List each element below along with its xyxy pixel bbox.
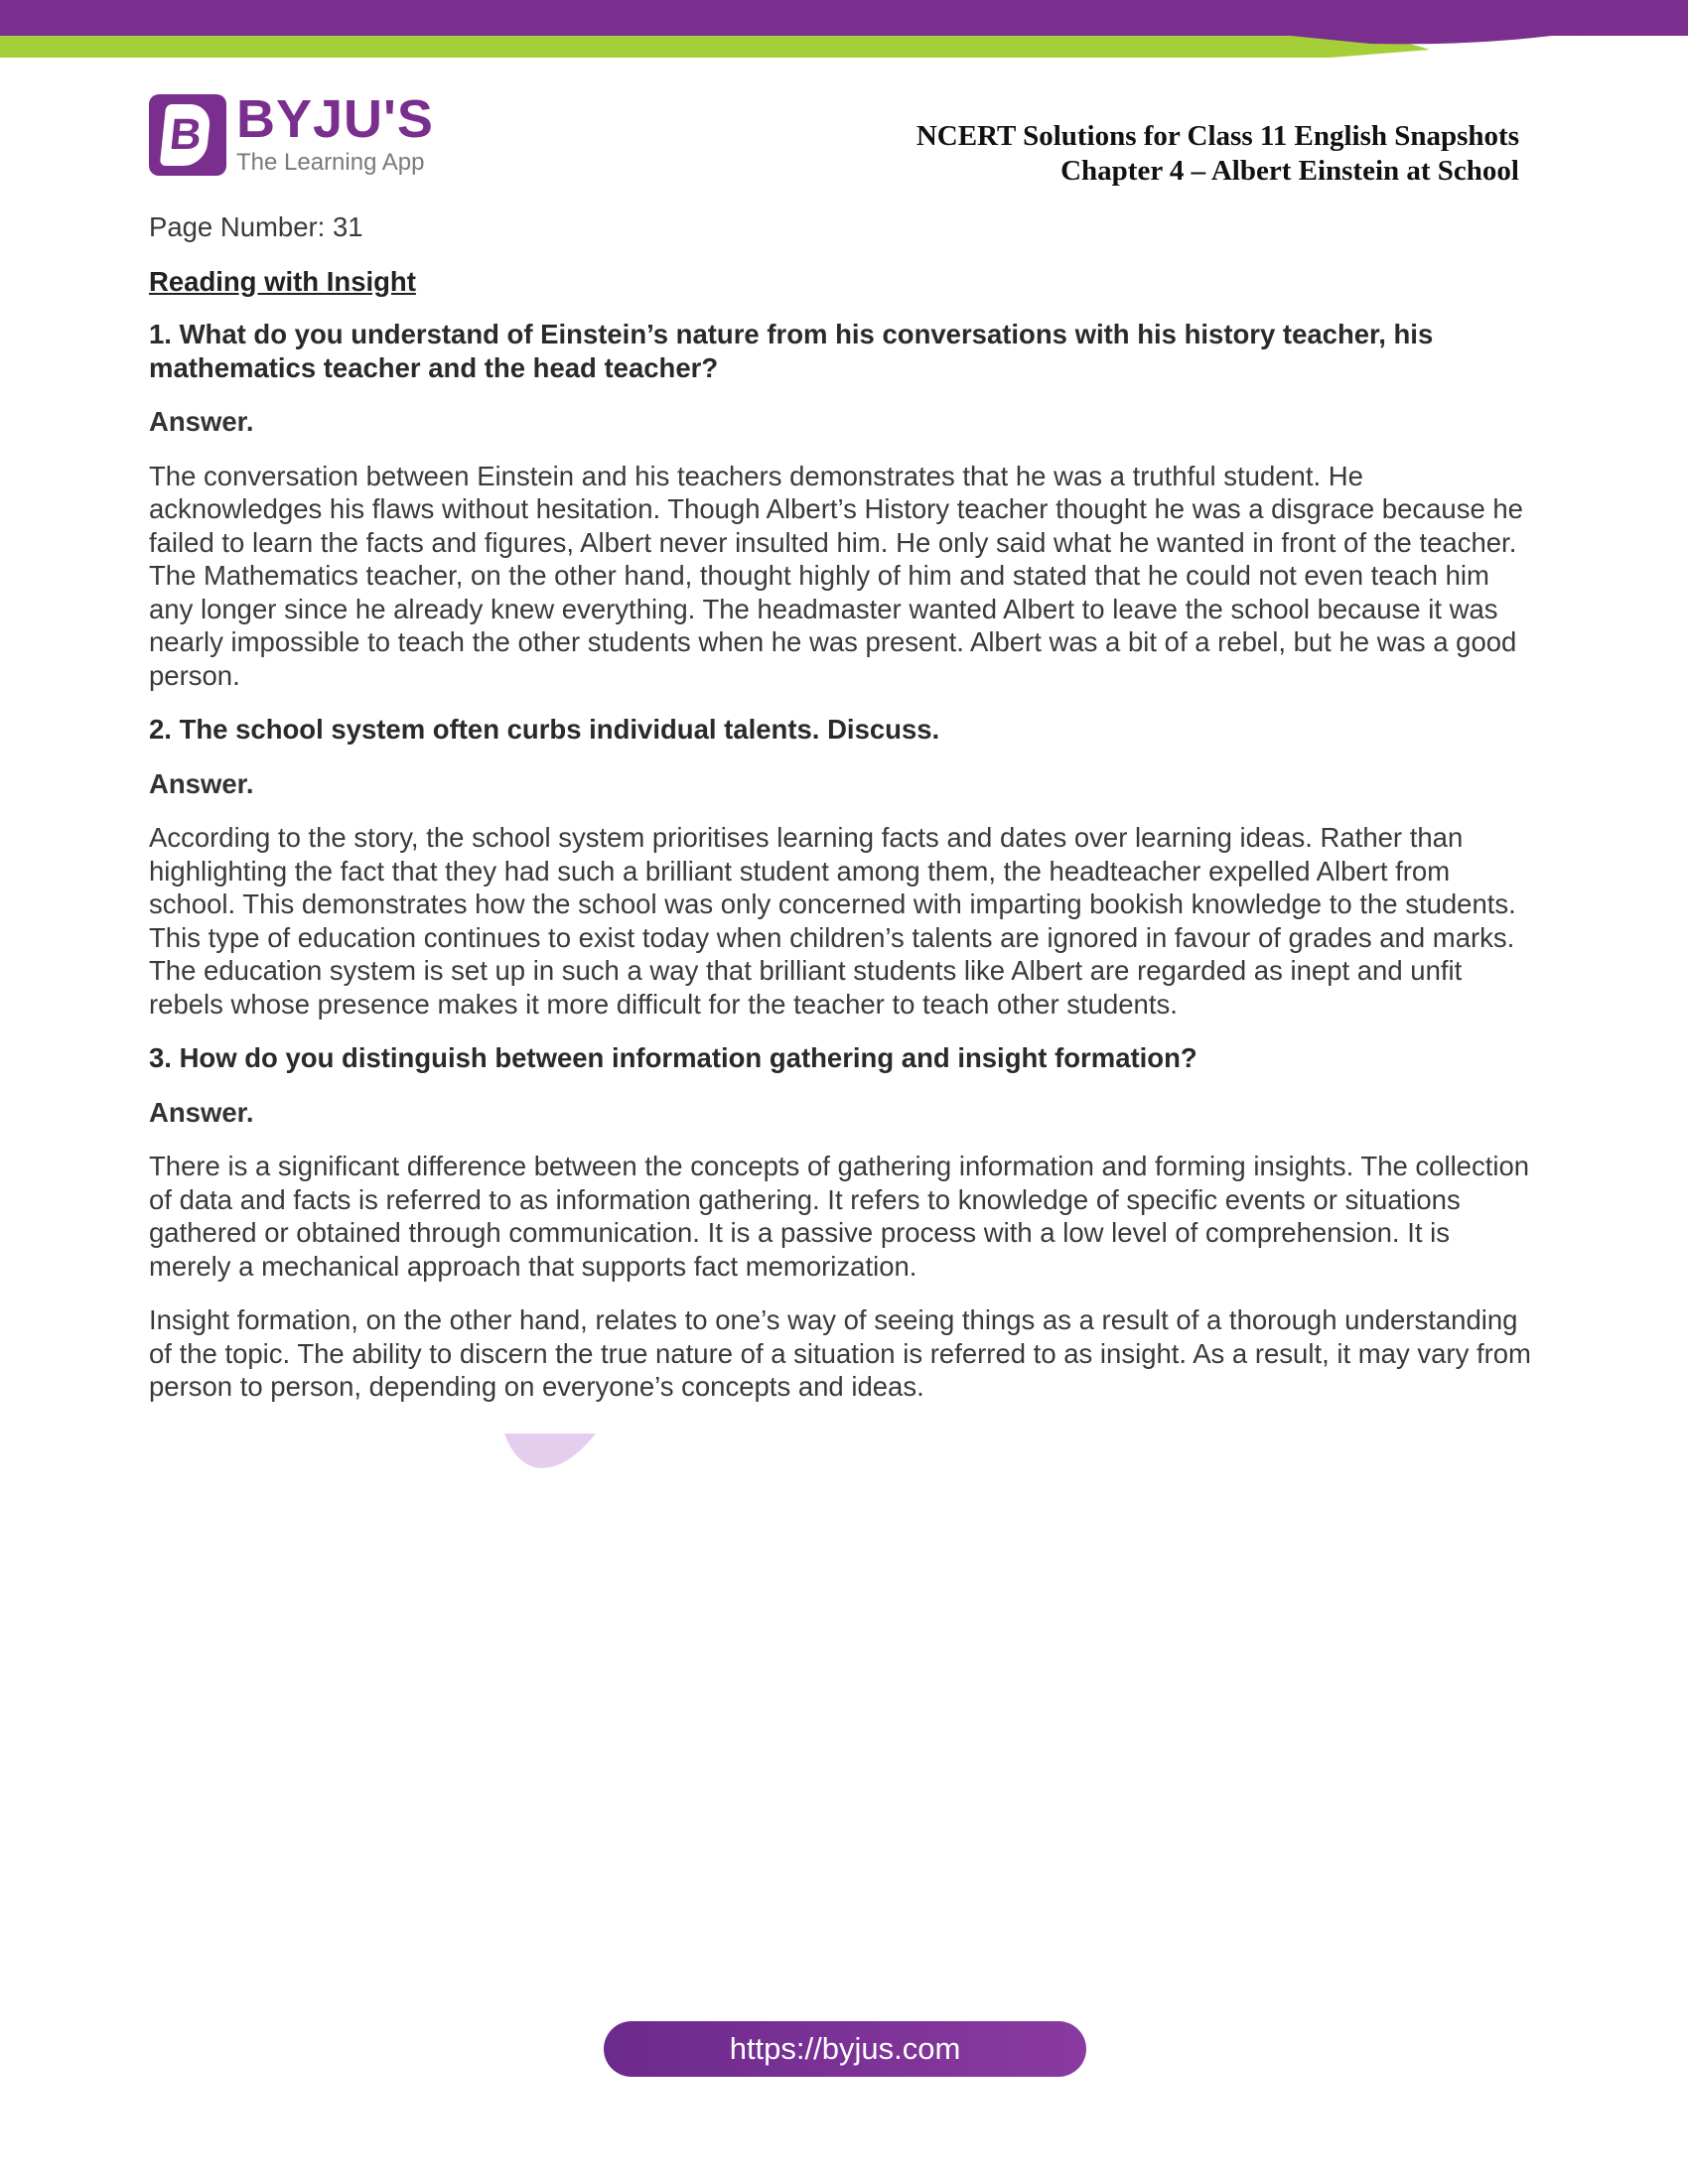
banner-green-stripe: [0, 36, 1430, 58]
byjus-logo-mark-icon: [149, 94, 226, 176]
page-header: [149, 89, 1519, 187]
document-title-line2: Chapter 4 – Albert Einstein at School: [1060, 155, 1519, 187]
question-1: 1. What do you understand of Einstein’s nature from his conversations with his history teacher, his mathematics teacher and the head teacher?: [149, 319, 1434, 383]
answer-3-text-paragraph-2: Insight formation, on the other hand, relates to one’s way of seeing things as a result of a thorough understanding of the topic. The ability to discern the true nature of a situation is referred to as insight. As a result, it may vary from person to person, depending on everyone’s concepts and ideas.: [149, 1304, 1531, 1402]
document-title: [916, 119, 1519, 189]
answer-1-label: Answer.: [149, 406, 254, 437]
document-title-line1: NCERT Solutions for Class 11 English Snapshots: [915, 120, 1519, 152]
section-heading: Reading with Insight: [149, 265, 416, 297]
logo-text: [236, 89, 434, 178]
logo-mark-letter: B: [160, 104, 212, 166]
top-decorative-banner: [0, 0, 1688, 60]
footer-url-link[interactable]: https://byjus.com: [604, 2021, 1086, 2077]
answer-2-text: According to the story, the school system prioritises learning facts and dates over learning ideas. Rather than highlighting the fact that they had such a brilliant student among them, the headteacher expelled Albert from school. This demonstrates how the school was only concerned with imparting bookish knowledge to the students. This type of education continues to exist today when children’s talents are ignored in favour of grades and marks. The education system is set up in such a way that brilliant students like Albert are regarded as inept and unfit rebels whose presence makes it more difficult for the teacher to teach other students.: [149, 822, 1516, 1020]
answer-3-label: Answer.: [149, 1096, 254, 1128]
question-3: 3. How do you distinguish between information gathering and insight formation?: [149, 1042, 1197, 1073]
document-body: [149, 210, 1539, 1425]
logo-brand-name: BYJU'S: [236, 89, 434, 149]
byjus-logo[interactable]: [149, 89, 434, 178]
watermark-shape-icon: [504, 1433, 596, 1473]
answer-1-text: The conversation between Einstein and his teachers demonstrates that he was a truthful student. He acknowledges his flaws without hesitation. Though Albert’s History teacher thought he was a disgrace because he failed to learn the facts and figures, Albert never insulted him. He only said what he wanted in front of the teacher. The Mathematics teacher, on the other hand, thought highly of him and stated that he could not even teach him any longer since he already knew everything. The headmaster wanted Albert to leave the school because it was nearly impossible to teach the other students when he was present. Albert was a bit of a rebel, but he was a good person.: [149, 460, 1523, 691]
page-number: Page Number: 31: [149, 211, 363, 242]
question-2: 2. The school system often curbs individual talents. Discuss.: [149, 714, 940, 745]
logo-tagline: The Learning App: [236, 149, 425, 176]
answer-3-text-paragraph-1: There is a significant difference between the concepts of gathering information and forming insights. The collection of data and facts is referred to as information gathering. It refers to knowledge of specific events or situations gathered or obtained through communication. It is a passive process with a low level of comprehension. It is merely a mechanical approach that supports fact memorization.: [149, 1151, 1530, 1282]
answer-2-label: Answer.: [149, 767, 254, 799]
